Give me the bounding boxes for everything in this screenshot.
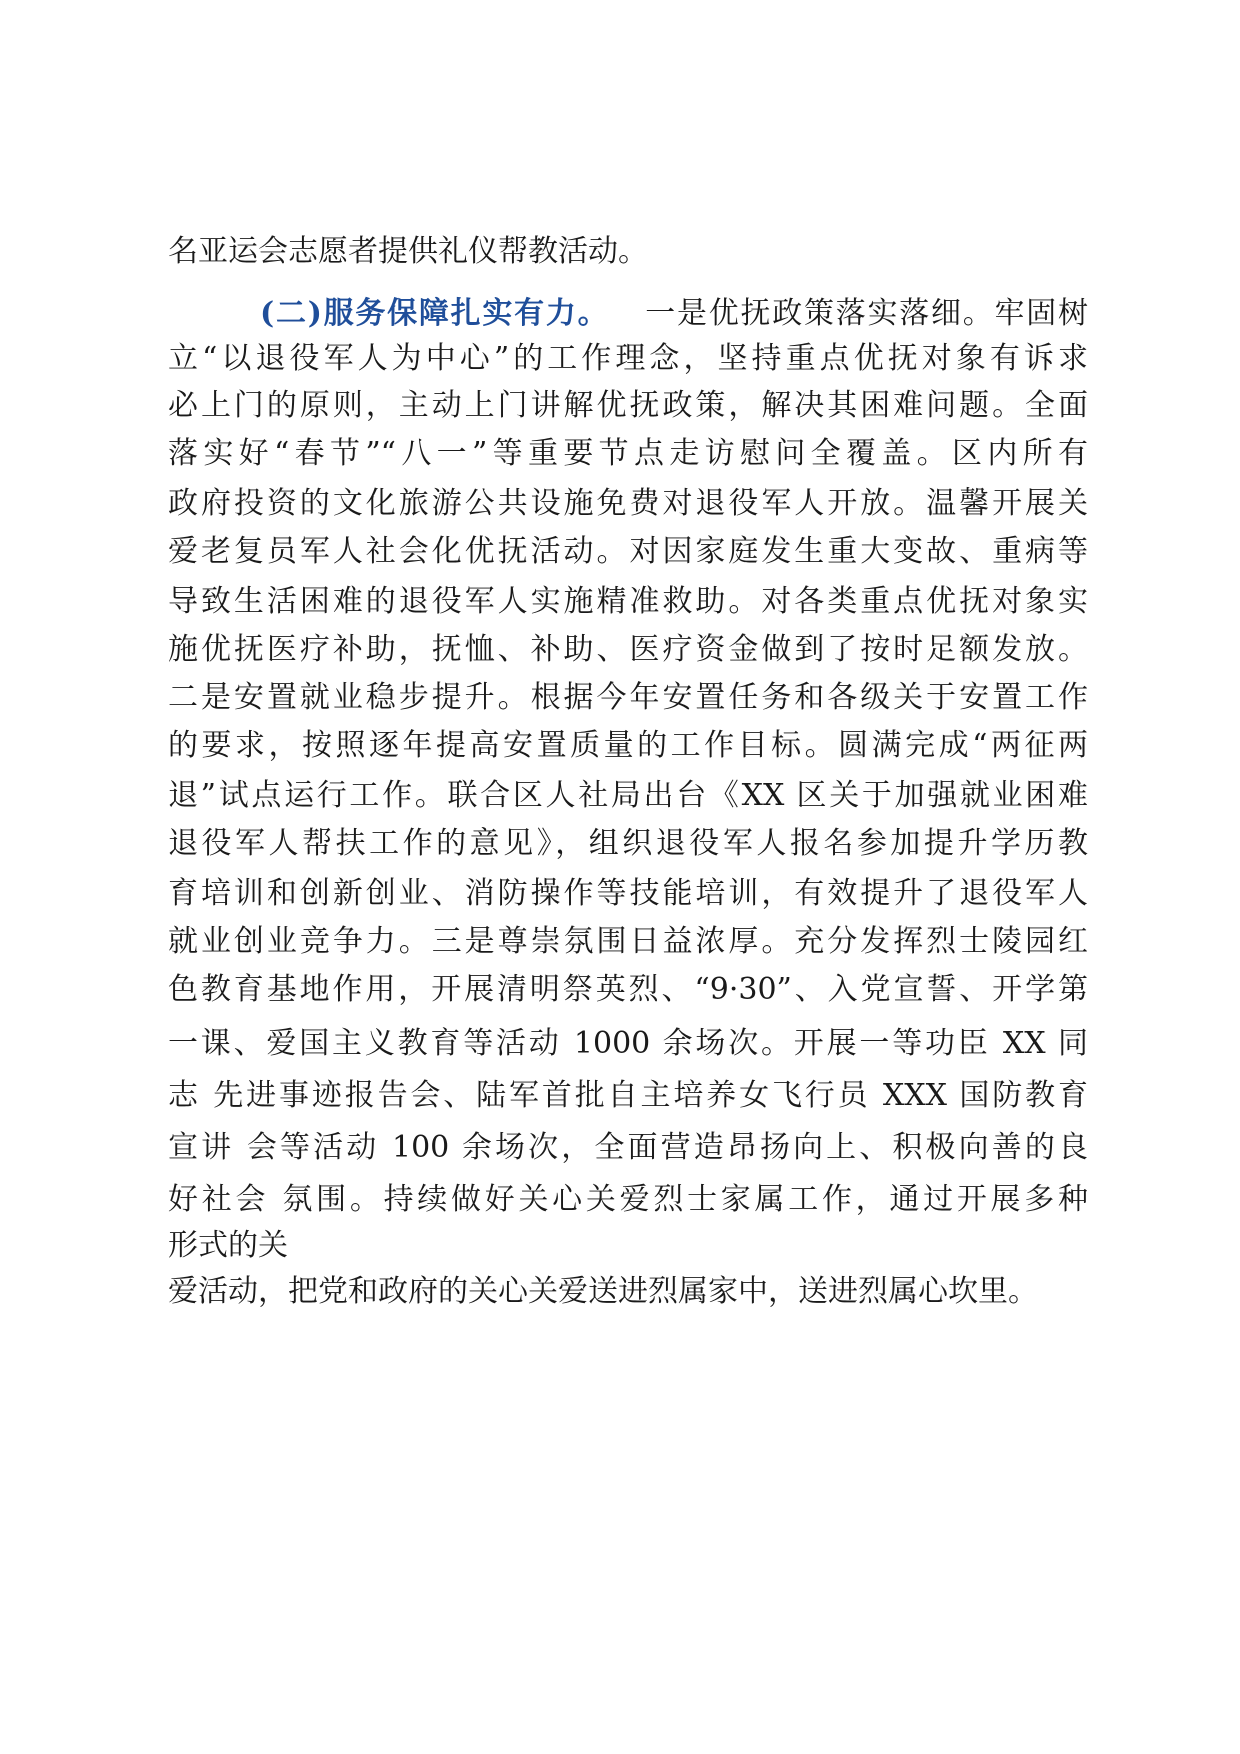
paragraph-line: 一是优抚政策落实落细。牢固树 (643, 296, 1088, 331)
paragraph-line: 爱活动，把党和政府的关心关爱送进烈属家中，送进烈属心坎里。 (168, 1274, 1038, 1309)
paragraph-line: 退役军人帮扶工作的意见》，组织退役军人报名参加提升学历教 (168, 826, 1088, 861)
paragraph-line: 导致生活困难的退役军人实施精准救助。对各类重点优抚对象实 (168, 584, 1088, 619)
paragraph-line: 好社会 氛围。持续做好关心关爱烈士家属工作，通过开展多种 (168, 1182, 1088, 1217)
paragraph-line: 落实好“春节”“八一”等重要节点走访慰问全覆盖。区内所有 (168, 436, 1088, 471)
paragraph-line: 退”试点运行工作。联合区人社局出台《XX 区关于加强就业困难 (168, 778, 1088, 813)
paragraph-line: 爱老复员军人社会化优抚活动。对因家庭发生重大变故、重病等 (168, 534, 1088, 569)
paragraph-line: 就业创业竞争力。三是尊崇氛围日益浓厚。充分发挥烈士陵园红 (168, 924, 1088, 959)
paragraph-line: 的要求，按照逐年提高安置质量的工作目标。圆满完成“两征两 (168, 728, 1088, 763)
paragraph-line: 施优抚医疗补助，抚恤、补助、医疗资金做到了按时足额发放。 (168, 632, 1088, 667)
paragraph-line: 育培训和创新创业、消防操作等技能培训，有效提升了退役军人 (168, 876, 1088, 911)
paragraph-line: 政府投资的文化旅游公共设施免费对退役军人开放。温馨开展关 (168, 486, 1088, 521)
paragraph-line: 立“以退役军人为中心”的工作理念，坚持重点优抚对象有诉求 (168, 341, 1088, 376)
paragraph-line: 色教育基地作用，开展清明祭英烈、“9·30”、入党宣誓、开学第 (168, 972, 1088, 1007)
paragraph-line: 志 先进事迹报告会、陆军首批自主培养女飞行员 XXX 国防教育 (168, 1078, 1088, 1113)
paragraph-line: 二是安置就业稳步提升。根据今年安置任务和各级关于安置工作 (168, 680, 1088, 715)
section-heading: (二)服务保障扎实有力。 (260, 296, 610, 331)
paragraph-line: 必上门的原则，主动上门讲解优抚政策，解决其困难问题。全面 (168, 388, 1088, 423)
paragraph-line: 宣讲 会等活动 100 余场次，全面营造昂扬向上、积极向善的良 (168, 1130, 1088, 1165)
paragraph-line: 名亚运会志愿者提供礼仪帮教活动。 (168, 234, 648, 269)
paragraph-line: 形式的关 (168, 1228, 288, 1263)
paragraph-line: 一课、爱国主义教育等活动 1000 余场次。开展一等功臣 XX 同 (168, 1026, 1088, 1061)
